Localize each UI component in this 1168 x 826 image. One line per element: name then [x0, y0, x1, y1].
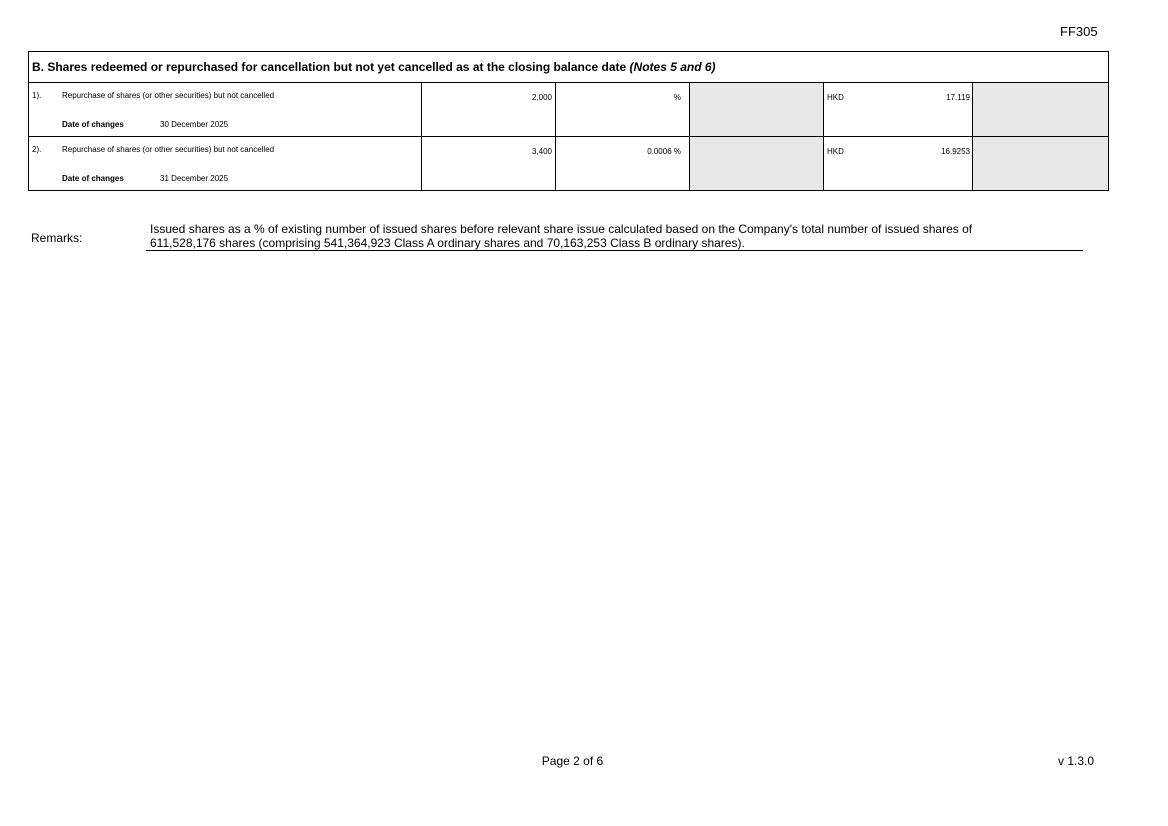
- price-cell: [824, 137, 973, 191]
- shares-cell: [422, 83, 556, 137]
- percent-value: 0.0006 %: [647, 147, 681, 156]
- shares-cell: [422, 137, 556, 191]
- version-label: v 1.3.0: [1058, 754, 1095, 768]
- section-b-table: [28, 51, 1109, 191]
- shares-value: 2,000: [531, 93, 552, 102]
- blank-cell: [690, 137, 824, 191]
- percent-cell: [556, 137, 690, 191]
- date-of-changes-value: 31 December 2025: [160, 174, 229, 183]
- row-number: 2).: [32, 145, 42, 154]
- currency: HKD: [827, 93, 844, 102]
- row-description-text: Repurchase of shares (or other securities) but not cancelled: [62, 145, 275, 154]
- blank-cell: [973, 83, 1109, 137]
- percent-value: %: [673, 93, 681, 102]
- date-of-changes-label: Date of changes: [62, 174, 124, 183]
- price-value: 16.9253: [941, 147, 970, 156]
- price-cell: [824, 83, 973, 137]
- remarks-text: [146, 222, 1083, 251]
- remarks-line-2: 611,528,176 shares (comprising 541,364,923 Class A ordinary shares and 70,163,253 Class B ordinary shares).: [150, 236, 745, 250]
- section-title: [29, 52, 1109, 83]
- row-description-text: Repurchase of shares (or other securities) but not cancelled: [62, 91, 275, 100]
- currency: HKD: [827, 147, 844, 156]
- table-row: [29, 83, 1109, 137]
- percent-cell: [556, 83, 690, 137]
- blank-cell: [973, 137, 1109, 191]
- row-description: [29, 83, 422, 137]
- page-number: Page 2 of 6: [541, 754, 604, 768]
- price-value: 17.119: [946, 93, 970, 102]
- shares-value: 3,400: [531, 147, 552, 156]
- row-number: 1).: [32, 91, 42, 100]
- blank-cell: [690, 83, 824, 137]
- form-code: FF305: [1060, 24, 1098, 39]
- remarks-line-1: Issued shares as a % of existing number of issued shares before relevant share issue calculated based on the Company's total number of issued shares of: [150, 222, 973, 236]
- section-notes: (Notes 5 and 6): [629, 60, 716, 74]
- section-title-text: B. Shares redeemed or repurchased for cancellation but not yet cancelled as at the closing balance date: [32, 60, 627, 74]
- date-of-changes-label: Date of changes: [62, 120, 124, 129]
- remarks-label: Remarks:: [31, 231, 83, 245]
- row-description: [29, 137, 422, 191]
- table-row: [29, 137, 1109, 191]
- date-of-changes-value: 30 December 2025: [160, 120, 229, 129]
